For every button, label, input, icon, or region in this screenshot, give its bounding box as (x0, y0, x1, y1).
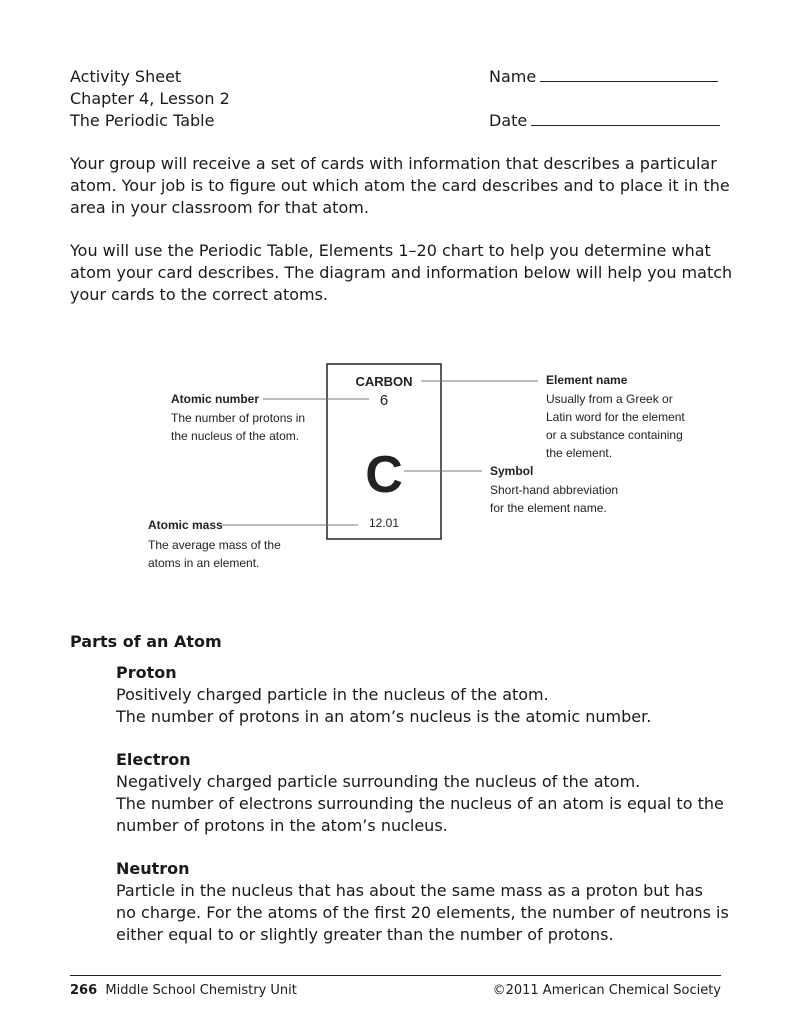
neutron-line: Particle in the nucleus that has about the same mass as a proton but has (116, 881, 704, 900)
element-name-desc-line: Usually from a Greek or (546, 392, 673, 406)
lesson-title: The Periodic Table (70, 111, 215, 130)
neutron-line: no charge. For the atoms of the first 20 elements, the number of neutrons is (116, 903, 729, 922)
element-name-desc-line: the element. (546, 446, 613, 460)
atomic-mass-label-title: Atomic mass (148, 518, 223, 532)
electron-line: number of protons in the atom’s nucleus. (116, 816, 448, 835)
intro-line: your cards to the correct atoms. (70, 285, 329, 304)
date-label: Date (489, 111, 528, 130)
footer-left (70, 982, 297, 1000)
electron-title: Electron (116, 750, 191, 769)
atomic-number-desc-line: the nucleus of the atom. (171, 429, 300, 443)
atomic-mass-desc-line: atoms in an element. (148, 556, 260, 570)
atomic-mass-desc-line: The average mass of the (148, 538, 281, 552)
symbol-label-title: Symbol (490, 464, 534, 478)
proton-line: Positively charged particle in the nucleus of the atom. (116, 685, 549, 704)
intro-line: You will use the Periodic Table, Elements 1–20 chart to help you determine what (70, 241, 711, 260)
neutron-section (116, 858, 729, 946)
intro-line: area in your classroom for that atom. (70, 198, 369, 217)
copyright: ©2011 American Chemical Society (492, 983, 721, 998)
electron-line: The number of electrons surrounding the nucleus of an atom is equal to the (116, 794, 724, 813)
neutron-line: either equal to or slightly greater than the number of protons. (116, 925, 614, 944)
proton-line: The number of protons in an atom’s nucleus is the atomic number. (116, 707, 652, 726)
page-number: 266 (70, 983, 98, 998)
element-name-label-title: Element name (546, 373, 628, 387)
tile-symbol: C (365, 446, 403, 504)
parts-heading: Parts of an Atom (70, 632, 222, 651)
name-label: Name (489, 67, 537, 86)
element-name-desc-line: Latin word for the element (546, 410, 685, 424)
tile-atomic-mass: 12.01 (368, 516, 400, 530)
intro-line: atom your card describes. The diagram and information below will help you match (70, 263, 733, 282)
unit-title: Middle School Chemistry Unit (105, 983, 297, 998)
neutron-title: Neutron (116, 859, 190, 878)
activity-label: Activity Sheet (70, 67, 182, 86)
element-name-desc-line: or a substance containing (546, 428, 683, 442)
chapter-label: Chapter 4, Lesson 2 (70, 89, 230, 108)
proton-section (116, 662, 721, 728)
electron-line: Negatively charged particle surrounding the nucleus of the atom. (116, 772, 641, 791)
symbol-desc-line: Short-hand abbreviation (490, 483, 619, 497)
proton-title: Proton (116, 663, 177, 682)
atomic-number-label-title: Atomic number (171, 392, 260, 406)
electron-section (116, 749, 724, 837)
intro-line: atom. Your job is to figure out which atom the card describes and to place it in the (70, 176, 730, 195)
intro-line: Your group will receive a set of cards with information that describes a particular (70, 154, 717, 173)
tile-element-name: CARBON (355, 374, 413, 389)
footer-divider (70, 975, 721, 976)
atomic-number-desc-line: The number of protons in (171, 411, 306, 425)
tile-atomic-number: 6 (379, 392, 389, 409)
symbol-desc-line: for the element name. (490, 501, 607, 515)
